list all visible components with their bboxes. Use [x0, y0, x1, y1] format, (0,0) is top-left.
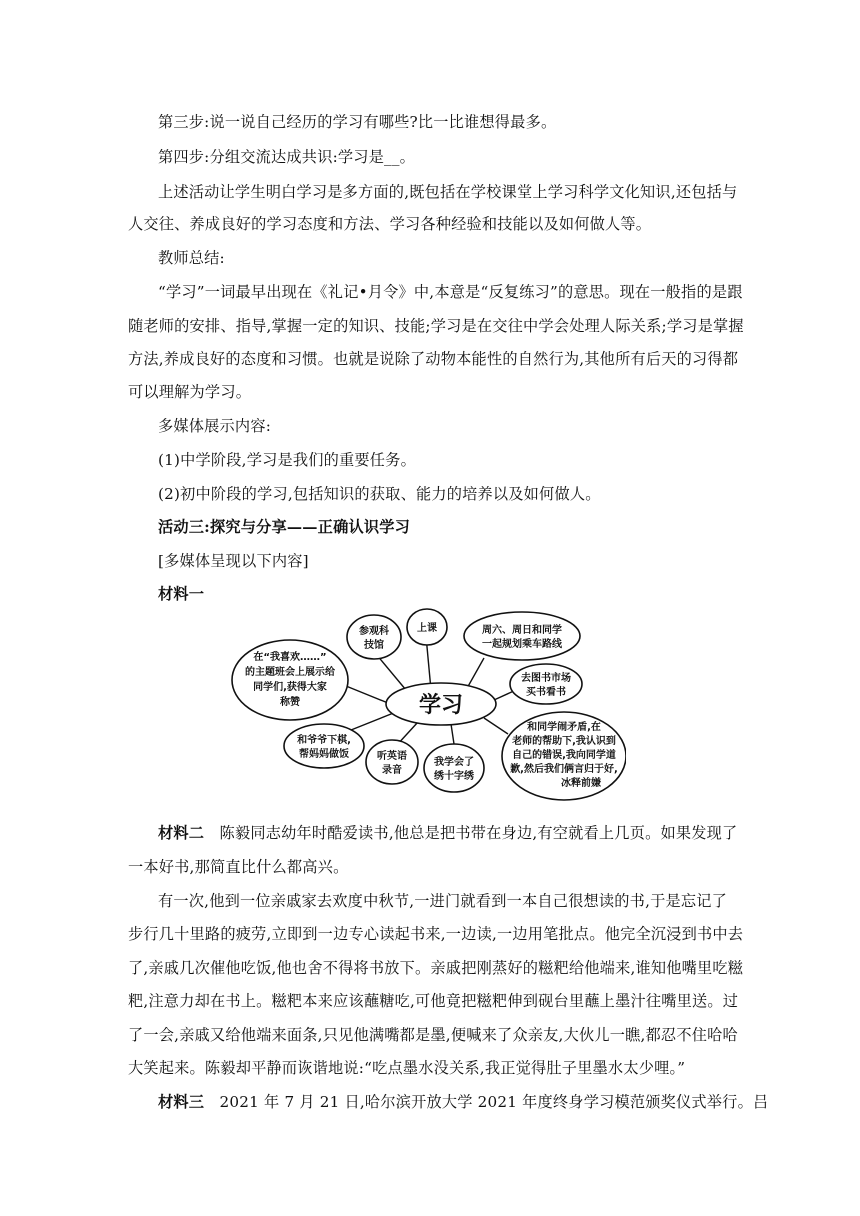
learning-mind-map	[226, 604, 626, 814]
story-line-2: 步行几十里路的疲劳,立即到一边专心读起书来,一边读,一边用笔批点。他完全沉浸到书中去	[128, 925, 744, 943]
bubble-museum	[347, 615, 401, 659]
teacher-summary-label: 教师总结:	[158, 249, 225, 267]
story-line-6: 大笑起来。陈毅却平静而诙谐地说:“吃点墨水没关系,我正觉得肚子里墨水太少哩。”	[128, 1059, 686, 1077]
media-item-1: (1)中学阶段,学习是我们的重要任务。	[158, 451, 416, 469]
bubble-english	[366, 740, 418, 784]
step-3-text: 第三步:说一说自己经历的学习有哪些?比一比谁想得最多。	[158, 113, 557, 131]
bubble-conflict-line-4: 歉,然后我们俩言归于好,	[510, 764, 618, 775]
bubble-museum-line-2: 技馆	[364, 640, 384, 651]
teacher-line-2: 随老师的安排、指导,掌握一定的知识、技能;学习是在交往中学会处理人际关系;学习是掌握	[128, 317, 744, 335]
bubble-embroidery	[424, 744, 484, 792]
bubble-meeting-line-1: 在“我喜欢……”	[253, 652, 327, 663]
bubble-conflict-line-5: 冰释前嫌	[561, 778, 601, 789]
bubble-meeting-line-4: 称赞	[280, 697, 300, 708]
bubble-class-line-1: 上课	[417, 623, 437, 634]
bubble-weekend-line-1: 周六、周日和同学	[482, 625, 562, 636]
media-label: 多媒体展示内容:	[158, 417, 272, 435]
teacher-line-3: 方法,养成良好的态度和习惯。也就是说除了动物本能性的自然行为,其他所有后天的习得都	[128, 350, 739, 368]
step-4-text: 第四步:分组交流达成共识:学习是__。	[158, 148, 416, 166]
material-2-line	[158, 823, 737, 843]
material-3-label: 材料三	[158, 1093, 205, 1111]
story-line-5: 了一会,亲戚又给他端来面条,只见他满嘴都是墨,便喊来了众亲友,大伙儿一瞧,都忍不住哈哈	[128, 1026, 738, 1044]
bubble-bookstore-line-1: 去图书市场	[521, 673, 571, 684]
media-item-2: (2)初中阶段的学习,包括知识的获取、能力的培养以及如何做人。	[158, 485, 601, 503]
material-1-label: 材料一	[158, 585, 205, 603]
bubble-meeting-line-2: 的主题班会上展示给	[245, 667, 335, 678]
story-line-4: 粑,注意力却在书上。糍粑本来应该蘸糖吃,可他竟把糍粑伸到砚台里蘸上墨汁往嘴里送。过	[128, 992, 739, 1010]
teacher-line-1: “学习”一词最早出现在《礼记•月令》中,本意是“反复练习”的意思。现在一般指的是跟	[158, 283, 743, 301]
material-2-text: 陈毅同志幼年时酷爱读书,他总是把书带在身边,有空就看上几页。如果发现了	[204, 824, 738, 842]
summary-line-1: 上述活动让学生明白学习是多方面的,既包括在学校课堂上学习科学文化知识,还包括与	[158, 183, 738, 201]
bubble-conflict-line-2: 老师的帮助下,我认识到	[512, 736, 616, 747]
bubble-bookstore	[510, 664, 582, 704]
bubble-museum-line-1: 参观科	[359, 626, 389, 637]
bubble-english-line-1: 听英语	[377, 751, 407, 762]
material-3-line	[158, 1092, 768, 1112]
bubble-chess	[284, 724, 364, 768]
activity-3-heading: 活动三:探究与分享——正确认识学习	[158, 518, 411, 536]
summary-line-2: 人交往、养成良好的学习态度和方法、学习各种经验和技能以及如何做人等。	[128, 215, 652, 233]
center-label: 学习	[418, 693, 464, 718]
story-line-3: 了,亲戚几次催他吃饭,他也舍不得将书放下。亲戚把刚蒸好的糍粑给他端来,谁知他嘴里吃糍	[128, 959, 744, 977]
material-2-label: 材料二	[158, 824, 205, 842]
bubble-conflict-line-3: 自己的错误,我向同学道	[512, 750, 616, 761]
bubble-weekend-line-2: 一起规划乘车路线	[482, 639, 562, 650]
bubble-weekend	[464, 612, 580, 660]
material-3-text: 2021 年 7 月 21 日,哈尔滨开放大学 2021 年度终身学习模范颁奖仪式举行。吕	[204, 1093, 769, 1111]
bubble-meeting-line-3: 同学们,获得大家	[253, 682, 327, 693]
bubble-conflict-line-1: 和同学闹矛盾,在	[527, 722, 601, 733]
bubble-chess-line-1: 和爷爷下棋,	[297, 735, 351, 746]
bubble-chess-line-2: 帮妈妈做饭	[299, 749, 349, 760]
media-present-text: [多媒体呈现以下内容]	[158, 552, 309, 570]
bubble-bookstore-line-2: 买书看书	[526, 687, 566, 698]
bubble-embroidery-line-2: 绣十字绣	[434, 771, 474, 782]
bubble-embroidery-line-1: 我学会了	[434, 757, 474, 768]
story-line-1: 有一次,他到一位亲戚家去欢度中秋节,一进门就看到一本自己很想读的书,于是忘记了	[158, 892, 728, 910]
bubble-english-line-2: 录音	[382, 765, 402, 776]
material-2-continued: 一本好书,那简直比什么都高兴。	[128, 858, 349, 876]
teacher-line-4: 可以理解为学习。	[128, 383, 252, 401]
